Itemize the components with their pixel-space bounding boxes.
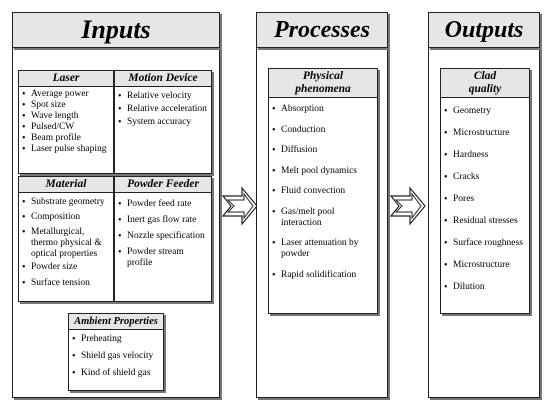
list-item: • Composition	[19, 212, 113, 223]
list-item: • Wave length	[19, 111, 113, 122]
clad-quality-list	[441, 98, 529, 293]
laser-box	[18, 70, 114, 174]
list-item: • Metallurgical, thermo physical & optical properties	[19, 227, 113, 260]
list-item: • Relative acceleration	[115, 104, 211, 115]
list-item: • Melt pool dynamics	[269, 166, 377, 177]
list-item: • Surface tension	[19, 278, 113, 289]
physical-phenomena-title-line: phenomena	[295, 83, 351, 95]
list-item: • Relative velocity	[115, 91, 211, 102]
material-title: Material	[19, 177, 113, 193]
inputs-header: Inputs	[12, 12, 220, 48]
list-item: • Pulsed/CW	[19, 122, 113, 133]
list-item: • Average power	[19, 89, 113, 100]
list-item: • Dilution	[441, 282, 529, 293]
list-item: • Preheating	[69, 334, 163, 345]
list-item: • Laser attenuation by powder	[269, 238, 363, 260]
clad-quality-box	[440, 68, 530, 314]
list-item: • Spot size	[19, 100, 113, 111]
list-item: • Hardness	[441, 150, 529, 161]
list-item: • Microstructure	[441, 128, 529, 139]
list-item: • Beam profile	[19, 133, 113, 144]
list-item: • Nozzle specification	[115, 231, 211, 242]
arrow-right-icon	[390, 186, 426, 226]
list-item: • Shield gas velocity	[69, 351, 163, 362]
list-item: • Residual stresses	[441, 216, 529, 227]
list-item: • System accuracy	[115, 117, 211, 128]
clad-quality-title-line: Clad	[473, 70, 497, 82]
list-item: • Laser pulse shaping	[19, 144, 113, 155]
list-item: • Cracks	[441, 172, 529, 183]
laser-title: Laser	[19, 71, 113, 87]
list-item: • Powder size	[19, 262, 113, 273]
list-item: • Fluid convection	[269, 186, 377, 197]
list-item: • Absorption	[269, 104, 377, 115]
motion-device-box	[114, 70, 212, 174]
list-item: • Gas/melt pool interaction	[269, 207, 361, 229]
list-item: • Inert gas flow rate	[115, 215, 211, 226]
list-item: • Substrate geometry	[19, 197, 113, 208]
ambient-properties-title: Ambient Properties	[69, 314, 163, 330]
ambient-properties-box	[68, 313, 164, 391]
list-item: • Pores	[441, 194, 529, 205]
arrow-right-icon	[222, 186, 258, 226]
laser-list	[19, 87, 113, 155]
list-item: • Powder feed rate	[115, 199, 211, 210]
material-list	[19, 193, 113, 289]
motion-device-list	[115, 87, 211, 128]
list-item: • Surface roughness	[441, 238, 529, 249]
list-item: • Diffusion	[269, 145, 377, 156]
clad-quality-title	[441, 69, 529, 98]
list-item: • Kind of shield gas	[69, 368, 163, 379]
powder-feeder-title: Powder Feeder	[115, 177, 211, 193]
outputs-header: Outputs	[428, 12, 540, 48]
list-item: • Microstructure	[441, 260, 529, 271]
physical-phenomena-list	[269, 98, 377, 281]
list-item: • Geometry	[441, 106, 529, 117]
list-item: • Conduction	[269, 125, 377, 136]
physical-phenomena-box	[268, 68, 378, 314]
physical-phenomena-title	[269, 69, 377, 98]
motion-device-title: Motion Device	[115, 71, 211, 87]
list-item: • Powder stream profile	[115, 247, 211, 269]
processes-header: Processes	[256, 12, 388, 48]
list-item: • Rapid solidification	[269, 270, 377, 281]
ambient-properties-list	[69, 330, 163, 379]
powder-feeder-box	[114, 176, 212, 302]
clad-quality-title-line: quality	[468, 83, 502, 95]
powder-feeder-list	[115, 193, 211, 269]
material-box	[18, 176, 114, 302]
physical-phenomena-title-line: Physical	[302, 70, 344, 82]
